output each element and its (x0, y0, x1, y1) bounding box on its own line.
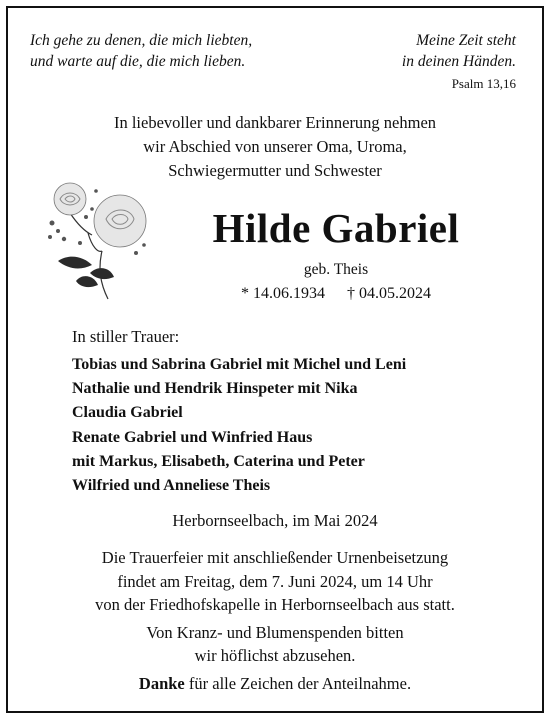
donations-line: Von Kranz- und Blumenspenden bitten (146, 623, 404, 642)
rose-bouquet-icon (40, 173, 160, 303)
quote-left (30, 30, 300, 72)
thanks-rest: für alle Zeichen der Anteilnahme. (184, 674, 412, 693)
deceased-name: Hilde Gabriel (212, 205, 460, 251)
birth-date: * 14.06.1934 (241, 285, 325, 302)
service-line: von der Friedhofskapelle in Herbornseelbach aus statt. (95, 595, 455, 614)
thanks-bold: Danke (138, 674, 185, 693)
mourner-line: Nathalie und Hendrik Hinspeter mit Nika (72, 380, 358, 398)
quote-right-line: Meine Zeit steht (416, 32, 516, 49)
quote-right (356, 30, 516, 72)
intro-line: Schwiegermutter und Schwester (168, 161, 382, 180)
thanks-text (8, 673, 542, 695)
intro-line: In liebevoller und dankbarer Erinnerung nehmen (113, 113, 437, 132)
mourner-line: mit Markus, Elisabeth, Caterina und Peter (72, 452, 365, 470)
death-date: † 04.05.2024 (347, 285, 431, 302)
mourners-label: In stiller Trauer: (72, 327, 180, 346)
place-date: Herbornseelbach, im Mai 2024 (172, 511, 378, 530)
quote-right-line: in deinen Händen. (401, 53, 516, 70)
mourner-line: Claudia Gabriel (72, 404, 183, 422)
donations-line: wir höflichst abzusehen. (194, 646, 356, 665)
donations-text (8, 621, 542, 667)
quote-left-line: Ich gehe zu denen, die mich liebten, (30, 32, 253, 49)
mourners-list (72, 353, 406, 498)
service-line: findet am Freitag, dem 7. Juni 2024, um 14 Uhr (117, 571, 433, 591)
life-dates (186, 284, 486, 304)
quote-reference: Psalm 13,16 (451, 76, 516, 91)
mourner-line: Wilfried und Anneliese Theis (72, 477, 271, 495)
mourner-line: Renate Gabriel und Winfried Haus (72, 428, 313, 446)
intro-line: wir Abschied von unserer Oma, Uroma, (143, 137, 407, 156)
maiden-name: geb. Theis (303, 261, 369, 278)
obituary-frame (6, 6, 544, 713)
service-line: Die Trauerfeier mit anschließender Urnenbeisetzung (101, 548, 449, 567)
mourner-line: Tobias und Sabrina Gabriel mit Michel und Leni (72, 356, 407, 373)
funeral-service-text (8, 546, 542, 617)
quote-left-line: und warte auf die, die mich lieben. (30, 53, 246, 70)
